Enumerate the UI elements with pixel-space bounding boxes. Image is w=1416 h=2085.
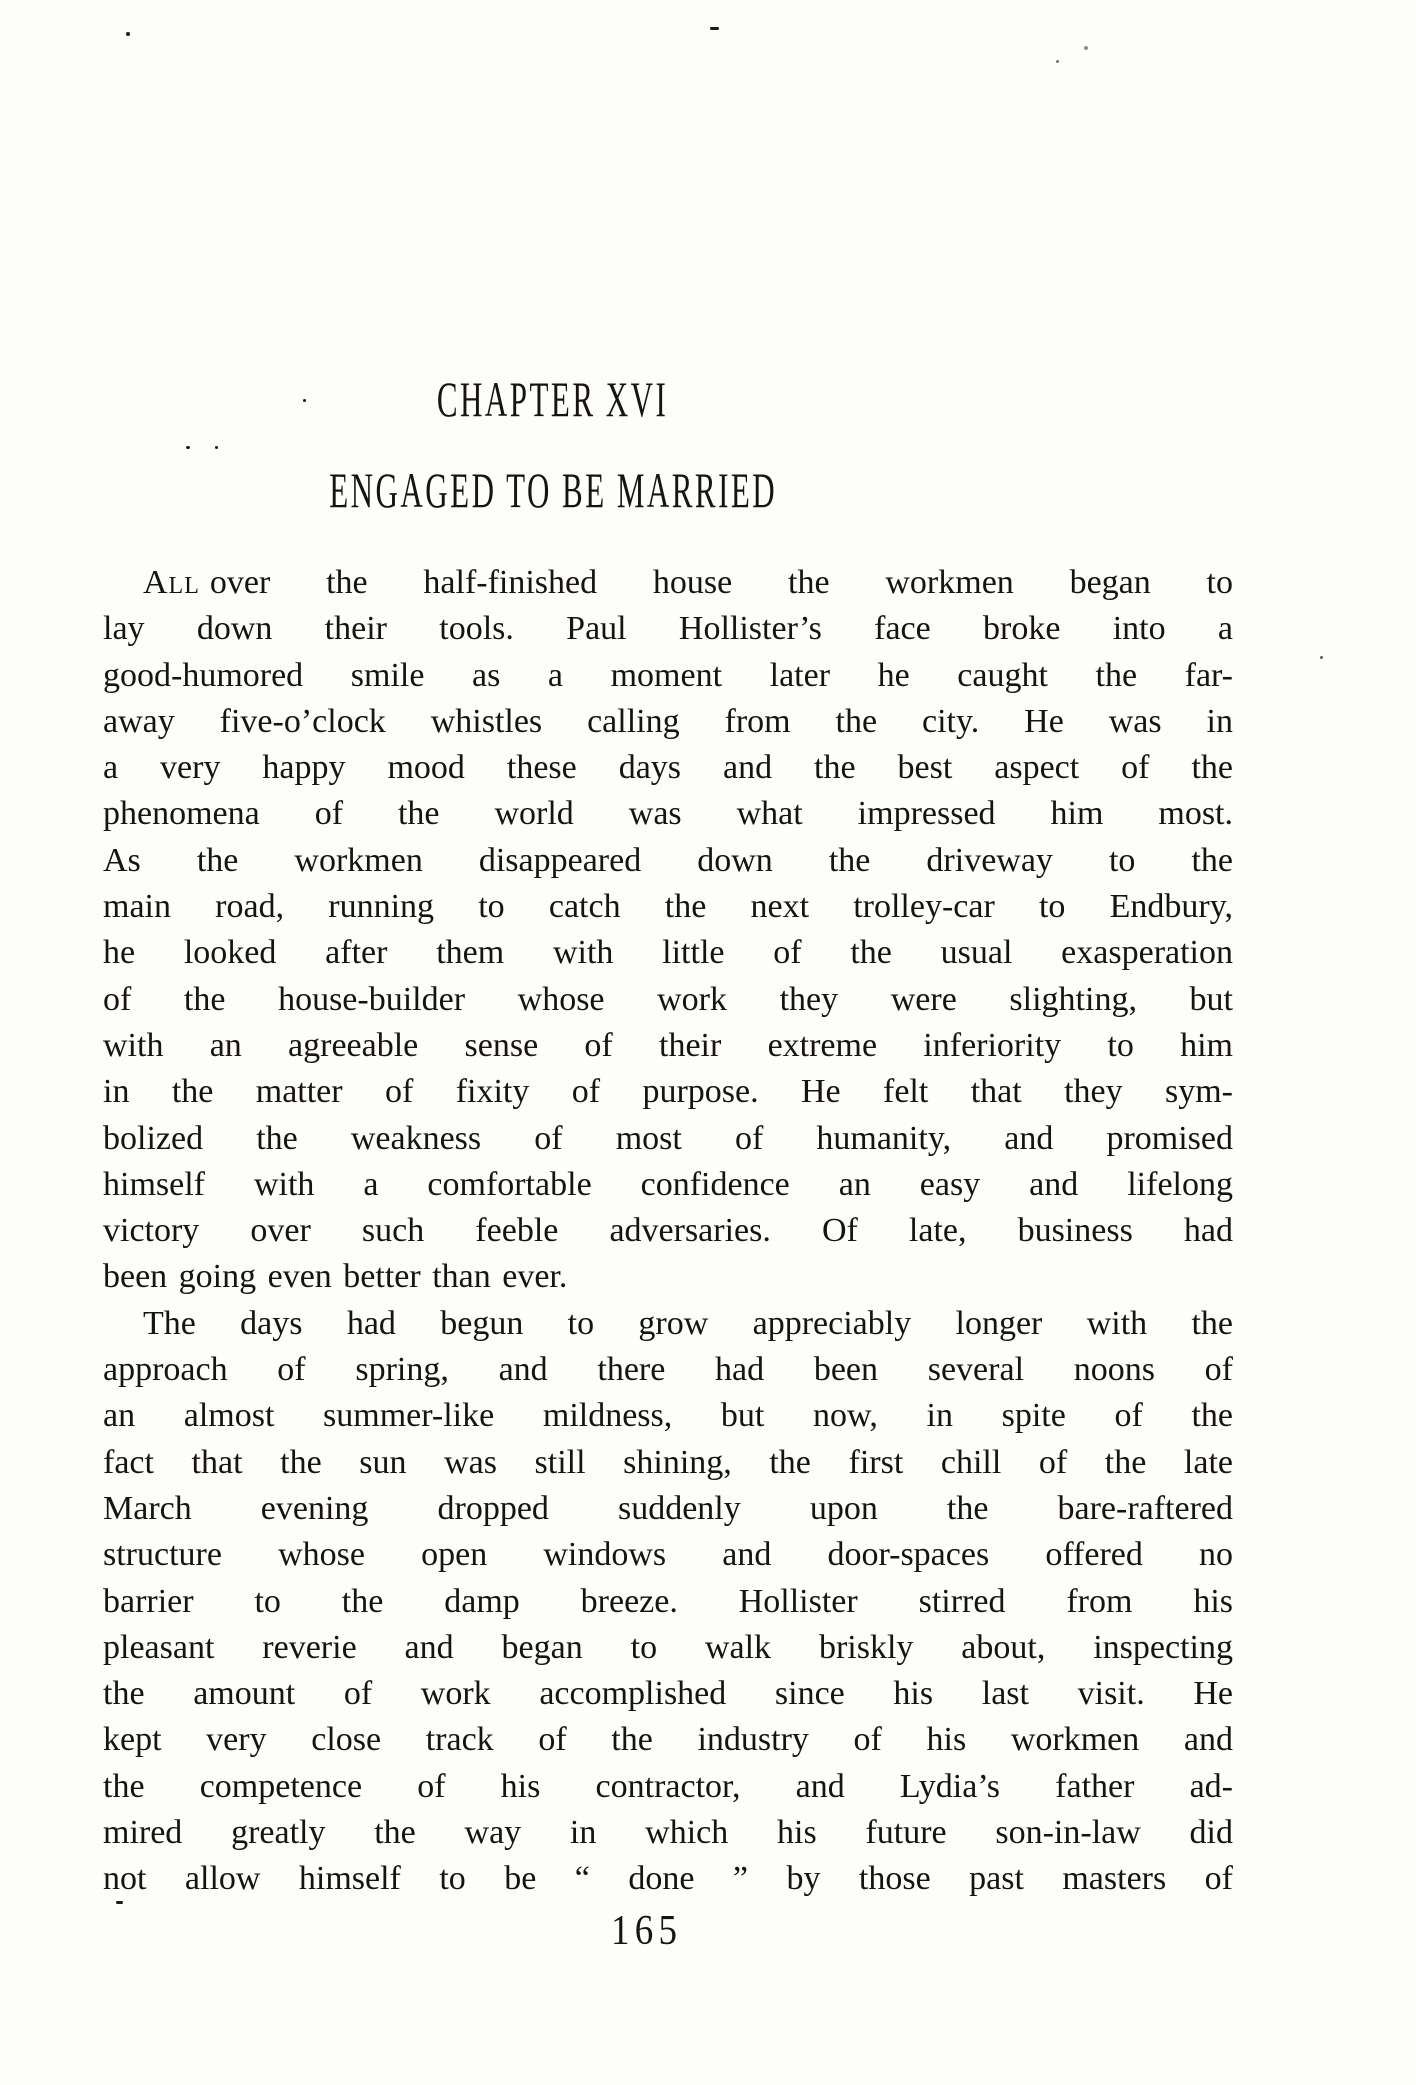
chapter-title-text: ENGAGED TO BE MARRIED (329, 462, 777, 518)
text-line: March evening dropped suddenly upon the bare-raftered (103, 1489, 1233, 1527)
text-line: fact that the sun was still shining, the first chill of the late (103, 1443, 1233, 1481)
scan-speckle (1056, 60, 1059, 63)
text-line: an almost summer-like mildness, but now, in spite of the (103, 1397, 1233, 1435)
text-line: with an agreeable sense of their extreme inferiority to him (103, 1026, 1233, 1064)
text-line: bolized the weakness of most of humanity, and promised (103, 1119, 1233, 1157)
lead-word: All (143, 564, 200, 601)
text-line: main road, running to catch the next trolley-car to Endbury, (103, 888, 1233, 926)
chapter-title (103, 462, 1003, 518)
text-line: As the workmen disappeared down the driveway to the (103, 841, 1233, 879)
text-line: approach of spring, and there had been several noons of (103, 1351, 1233, 1389)
text-line: structure whose open windows and door-spaces offered no (103, 1536, 1233, 1574)
scan-speckle (116, 1901, 123, 1904)
text-line: a very happy mood these days and the best aspect of the (103, 749, 1233, 787)
text-line: he looked after them with little of the usual exasperation (103, 934, 1233, 972)
text-line: good-humored smile as a moment later he caught the far- (103, 656, 1233, 694)
scan-speckle (215, 446, 218, 449)
chapter-heading-text: CHAPTER XVI (437, 371, 669, 427)
text-line: lay down their tools. Paul Hollister’s face broke into a (103, 610, 1233, 648)
text-line: pleasant reverie and began to walk briskly about, inspecting (103, 1628, 1233, 1666)
body-text (103, 560, 1233, 1903)
text-line: mired greatly the way in which his future son-in-law did (103, 1814, 1233, 1852)
text-line: barrier to the damp breeze. Hollister stirred from his (103, 1582, 1233, 1620)
scan-speckle (186, 446, 190, 449)
text-line: phenomena of the world was what impressed him most. (103, 795, 1233, 833)
scan-speckle (1084, 46, 1088, 50)
text-line: kept very close track of the industry of his workmen and (103, 1721, 1233, 1759)
text-line-rest: over the half-finished house the workmen began to (209, 564, 1233, 601)
text-line: in the matter of fixity of purpose. He felt that they sym- (103, 1073, 1233, 1111)
scan-speckle (1320, 656, 1323, 659)
text-line: not allow himself to be “ done ” by those past masters of (103, 1860, 1233, 1898)
text-line: the competence of his contractor, and Lydia’s father ad- (103, 1767, 1233, 1805)
page-number: 165 (611, 1908, 683, 1954)
scan-speckle (710, 27, 719, 30)
text-line: been going even better than ever. (103, 1258, 568, 1296)
scan-speckle (303, 399, 306, 402)
text-line (103, 560, 1233, 606)
text-line: victory over such feeble adversaries. Of late, business had (103, 1212, 1233, 1250)
text-line: The days had begun to grow appreciably longer with the (143, 1304, 1233, 1342)
scan-speckle (126, 32, 130, 36)
chapter-heading (103, 371, 1003, 427)
text-line: away five-o’clock whistles calling from the city. He was in (103, 702, 1233, 740)
text-line: himself with a comfortable confidence an easy and lifelong (103, 1165, 1233, 1203)
text-line: the amount of work accomplished since his last visit. He (103, 1675, 1233, 1713)
text-line: of the house-builder whose work they were slighting, but (103, 980, 1233, 1018)
